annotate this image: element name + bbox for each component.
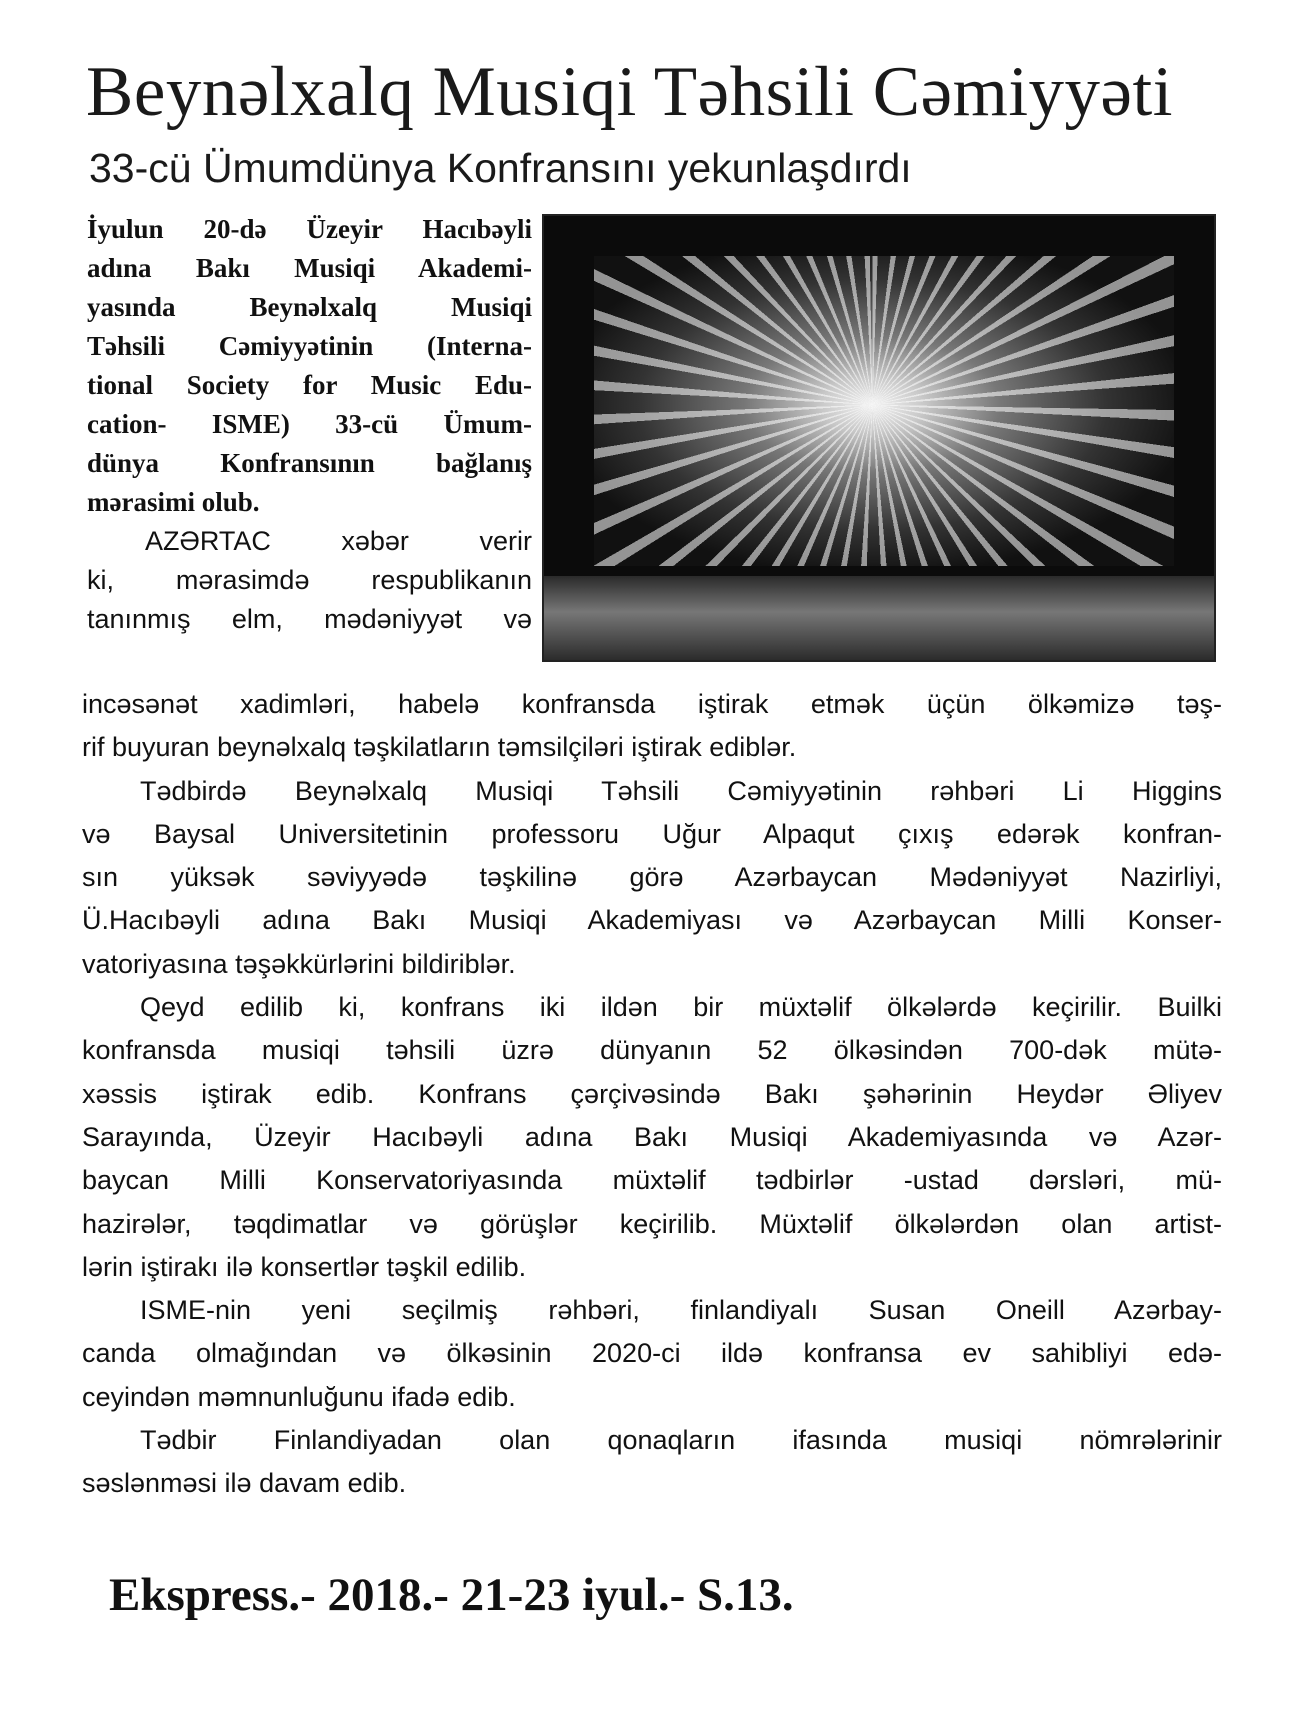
lead-line: İyulun 20-də Üzeyir Hacıbəyli [87,214,532,244]
body-line: tanınmış elm, mədəniyyət və [87,604,532,634]
body-line: hazirələr, təqdimatlar və görüşlər keçirilib. Müxtəlif ölkələrdən olan artist- [82,1208,1222,1239]
body-line: ISME-nin yeni seçilmiş rəhbəri, finlandiyalı Susan Oneill Azərbay- [140,1295,1222,1326]
source-citation: Ekspress.- 2018.- 21-23 iyul.- S.13. [109,1569,794,1621]
body-line: Tədbirdə Beynəlxalq Musiqi Təhsili Cəmiyyətinin rəhbəri Li Higgins [140,775,1222,806]
body-line: Tədbir Finlandiyadan olan qonaqların ifasında musiqi nömrələrinir [140,1425,1222,1456]
lead-line: dünya Konfransının bağlanış [87,448,532,478]
article-subtitle: 33-cü Ümumdünya Konfransını yekunlaşdırdı [89,145,912,191]
body-line: xəssis iştirak edib. Konfrans çərçivəsində Bakı şəhərinin Heydər Əliyev [82,1078,1222,1109]
body-line: konfransda musiqi təhsili üzrə dünyanın 52 ölkəsindən 700-dək mütə- [82,1035,1222,1066]
body-line: səslənməsi ilə davam edib. [82,1468,407,1499]
body-line: baycan Milli Konservatoriyasında müxtəlif tədbirlər -ustad dərsləri, mü- [82,1165,1222,1196]
concert-stage-photo [542,214,1216,662]
lead-line: tional Society for Music Edu- [87,370,532,400]
article-title: Beynəlxalq Musiqi Təhsili Cəmiyyəti [86,53,1174,131]
body-line: vatoriyasına təşəkkürlərini bildiriblər. [82,948,516,979]
light-burst [594,256,1174,566]
body-line: lərin iştirakı ilə konsertlər təşkil edilib. [82,1251,527,1282]
body-line: AZƏRTAC xəbər verir [145,526,532,556]
lead-line: adına Bakı Musiqi Akademi- [87,253,532,283]
body-line: ceyindən məmnunluğunu ifadə edib. [82,1381,516,1412]
body-line: Ü.Hacıbəyli adına Bakı Musiqi Akademiyası və Azərbaycan Milli Konser- [82,905,1222,936]
lead-line: Təhsili Cəmiyyətinin (Interna- [87,331,532,361]
article-body [82,683,1222,1506]
body-line: Sarayında, Üzeyir Hacıbəyli adına Bakı Musiqi Akademiyasında və Azər- [82,1121,1222,1152]
stage-floor [544,576,1214,662]
body-line: rif buyuran beynəlxalq təşkilatların təmsilçiləri iştirak ediblər. [82,732,797,763]
lead-column [87,210,532,639]
lead-line: mərasimi olub. [87,487,260,517]
body-line: və Baysal Universitetinin professoru Uğur Alpaqut çıxış edərək konfran- [82,818,1222,849]
body-line: canda olmağından və ölkəsinin 2020-ci ildə konfransa ev sahibliyi edə- [82,1338,1222,1369]
body-line: incəsənət xadimləri, habelə konfransda iştirak etmək üçün ölkəmizə təş- [82,689,1222,719]
body-line: Qeyd edilib ki, konfrans iki ildən bir müxtəlif ölkələrdə keçirilir. Builki [140,992,1222,1023]
body-line: sın yüksək səviyyədə təşkilinə görə Azərbaycan Mədəniyyət Nazirliyi, [82,862,1222,893]
body-line: ki, mərasimdə respublikanın [87,565,532,595]
lead-line: cation- ISME) 33-cü Ümum- [87,409,532,439]
lead-line: yasında Beynəlxalq Musiqi [87,292,532,322]
